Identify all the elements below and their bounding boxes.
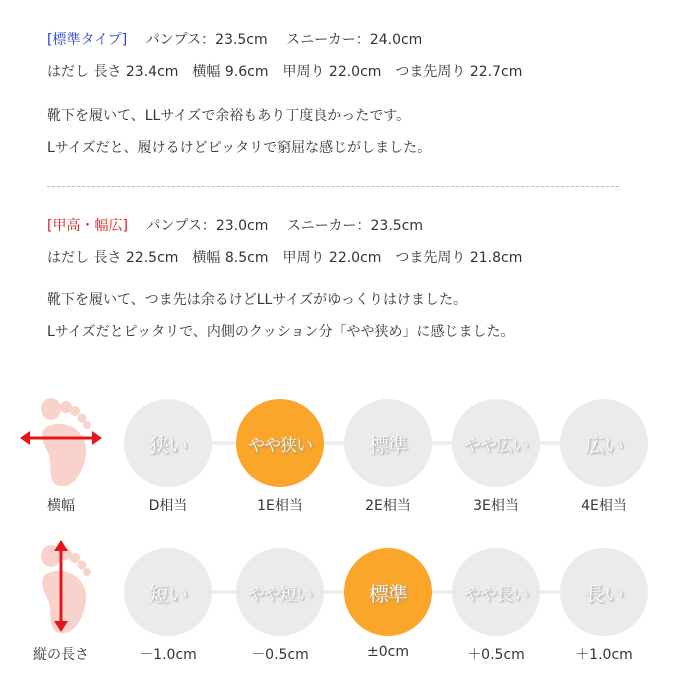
review2-measurements: はだし 長さ 22.5cm 横幅 8.5cm 甲周り 22.0cm つま先周り 21.8cm — [47, 250, 523, 266]
review2-header — [47, 217, 423, 235]
length-scale — [0, 545, 680, 675]
scale-option-sub-1: －0.5cm — [251, 647, 309, 663]
scale-option-0: 狭い — [124, 399, 212, 487]
scale-option-sub-4: ＋1.0cm — [575, 647, 633, 663]
scale-option-sub-0: －1.0cm — [139, 647, 197, 663]
scale-option-2: 標準 — [344, 399, 432, 487]
scale-option-1: やや狭い — [236, 399, 324, 487]
review1-comment1: 靴下を履いて、LLサイズで余裕もあり丁度良かったです。 — [47, 108, 411, 124]
scale-option-sub-4: 4E相当 — [581, 498, 627, 514]
width-scale-label: 横幅 — [47, 498, 75, 514]
scale-option-1: やや短い — [236, 548, 324, 636]
review2-comment1: 靴下を履いて、つま先は余るけどLLサイズがゆっくりはけました。 — [47, 292, 468, 308]
scale-option-sub-0: D相当 — [148, 498, 188, 514]
scale-option-3: やや長い — [452, 548, 540, 636]
scale-option-sub-2: 2E相当 — [365, 498, 411, 514]
width-scale — [0, 398, 680, 528]
scale-option-4: 広い — [560, 399, 648, 487]
scale-option-2: 標準 — [344, 548, 432, 636]
length-scale-label: 縦の長さ — [33, 647, 89, 663]
review1-header — [47, 31, 422, 49]
review2-shoe-sizes: パンプス：23.0cm スニーカー：23.5cm — [146, 218, 424, 234]
scale-option-sub-3: 3E相当 — [473, 498, 519, 514]
review1-comment2: Lサイズだと、履けるけどピッタリで窮屈な感じがしました。 — [47, 140, 432, 156]
scale-option-0: 短い — [124, 548, 212, 636]
review1-tag: [標準タイプ] — [47, 32, 128, 48]
scale-option-sub-2: ±0cm — [367, 644, 409, 660]
review1-measurements: はだし 長さ 23.4cm 横幅 9.6cm 甲周り 22.0cm つま先周り 22.7cm — [47, 64, 523, 80]
review1-shoe-sizes: パンプス：23.5cm スニーカー：24.0cm — [145, 32, 423, 48]
review2-tag: [甲高・幅広] — [47, 218, 128, 234]
scale-option-sub-1: 1E相当 — [257, 498, 303, 514]
scale-option-sub-3: ＋0.5cm — [467, 647, 525, 663]
divider — [47, 186, 619, 187]
scale-option-3: やや広い — [452, 399, 540, 487]
scale-option-4: 長い — [560, 548, 648, 636]
foot-length-icon — [18, 539, 104, 635]
review2-comment2: Lサイズだとピッタリで、内側のクッション分「やや狭め」に感じました。 — [47, 324, 515, 340]
foot-width-icon — [18, 398, 104, 488]
